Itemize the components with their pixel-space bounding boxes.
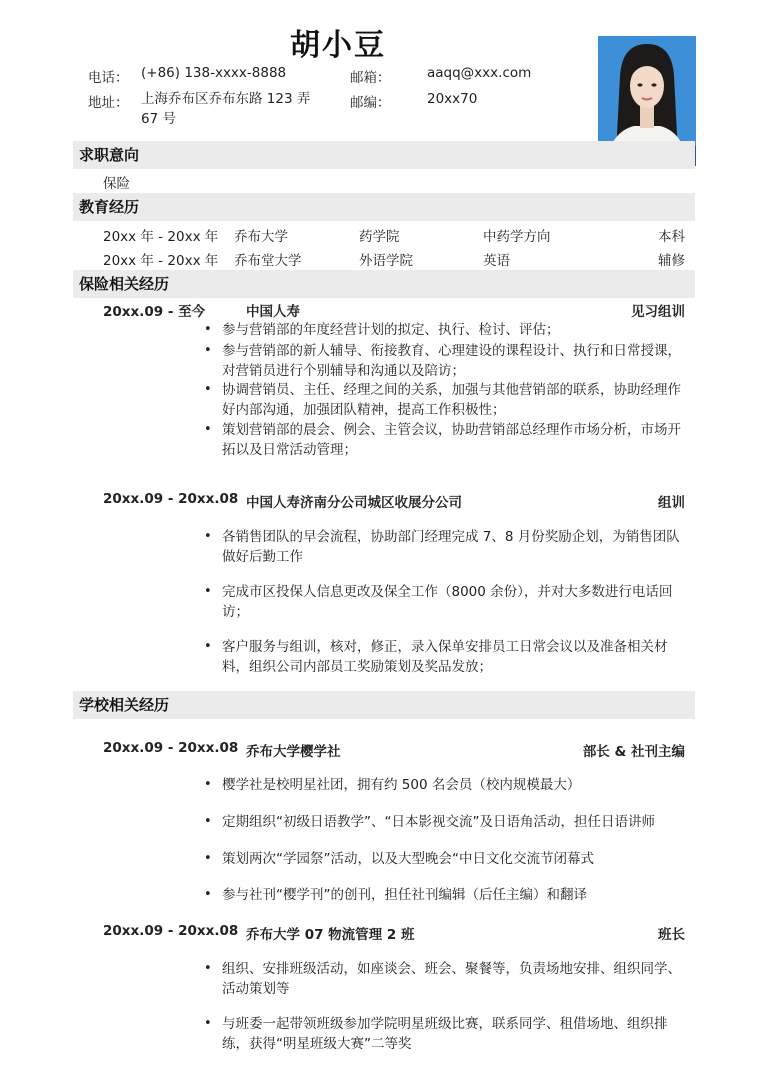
job-header: [103, 740, 685, 760]
email-label: 邮箱：: [350, 70, 391, 86]
job-organization: 中国人寿济南分公司城区收展分公司: [246, 495, 462, 511]
bullet-icon: •: [204, 529, 212, 544]
job-role: 组训: [658, 495, 685, 511]
address-value: 上海乔布区乔布东路 123 弄 67 号: [141, 91, 311, 127]
email-value: aaqq@xxx.com: [427, 65, 532, 81]
bullet-icon: •: [204, 814, 212, 829]
job-header: [103, 923, 685, 943]
job-organization: 乔布大学樱学社: [246, 744, 341, 760]
job-role: 见习组训: [631, 304, 685, 320]
phone-label: 电话：: [88, 70, 129, 86]
education-school: 乔布大学: [234, 229, 288, 245]
education-college: 药学院: [359, 229, 400, 245]
education-major: 英语: [483, 253, 510, 269]
education-row: [103, 249, 685, 269]
list-item: • 参与营销部的新人辅导、衔接教育、心理建设的课程设计、执行和日常授课，对营销员进行个别辅导和沟通以及陪访；: [204, 343, 681, 379]
objective-value: 保险: [103, 176, 130, 192]
job-period: 20xx.09 - 20xx.08: [103, 923, 239, 939]
education-row: [103, 225, 685, 245]
postcode-label: 邮编：: [350, 95, 391, 111]
job-period: 20xx.09 - 20xx.08: [103, 491, 239, 507]
job-period: 20xx.09 - 20xx.08: [103, 740, 239, 756]
list-item: • 参与社刊“樱学刊”的创刊，担任社刊编辑（后任主编）和翻译: [204, 887, 587, 903]
education-degree: 本科: [658, 229, 685, 245]
list-item: • 参与营销部的年度经营计划的拟定、执行、检讨、评估；: [204, 322, 560, 338]
bullet-icon: •: [204, 382, 212, 397]
bullet-icon: •: [204, 343, 212, 358]
list-item: • 完成市区投保人信息更改及保全工作（8000 余份），并对大多数进行电话回访；: [204, 584, 673, 620]
bullet-icon: •: [204, 584, 212, 599]
bullet-icon: •: [204, 851, 212, 866]
job-header: [103, 300, 685, 320]
section-school-header: 学校相关经历: [73, 691, 695, 719]
job-organization: 乔布大学 07 物流管理 2 班: [246, 927, 415, 943]
candidate-name: 胡小豆: [290, 28, 386, 63]
job-role: 部长 & 社刊主编: [582, 744, 685, 760]
bullet-icon: •: [204, 961, 212, 976]
education-degree: 辅修: [658, 253, 685, 269]
postcode-value: 20xx70: [427, 91, 478, 107]
list-item: • 樱学社是校明星社团，拥有约 500 名会员（校内规模最大）: [204, 777, 581, 793]
phone-value: (+86) 138-xxxx-8888: [141, 65, 287, 81]
list-item: • 策划两次“学园祭”活动，以及大型晚会“中日文化交流节闭幕式: [204, 851, 594, 867]
bullet-icon: •: [204, 1016, 212, 1031]
job-organization: 中国人寿: [246, 304, 300, 320]
list-item: • 客户服务与组训，核对，修正，录入保单安排员工日常会议以及准备相关材料，组织公司内部员工奖励策划及奖品发放；: [204, 639, 668, 675]
list-item: • 定期组织“初级日语教学”、“日本影视交流”及日语角活动，担任日语讲师: [204, 814, 655, 830]
section-education-header: 教育经历: [73, 193, 695, 221]
job-role: 班长: [658, 927, 685, 943]
section-objective-header: 求职意向: [73, 141, 695, 169]
education-major: 中药学方向: [483, 229, 551, 245]
education-school: 乔布堂大学: [234, 253, 302, 269]
address-label: 地址：: [88, 95, 129, 111]
list-item: • 组织、安排班级活动，如座谈会、班会、聚餐等，负责场地安排、组织同学、活动策划等: [204, 961, 681, 997]
bullet-icon: •: [204, 422, 212, 437]
education-period: 20xx 年 - 20xx 年: [103, 229, 219, 245]
list-item: • 策划营销部的晨会、例会、主管会议，协助营销部总经理作市场分析，市场开拓以及日常活动管理；: [204, 422, 681, 458]
bullet-icon: •: [204, 777, 212, 792]
list-item: • 与班委一起带领班级参加学院明星班级比赛，联系同学、租借场地、组织排练，获得“明星班级大赛”二等奖: [204, 1016, 668, 1052]
list-item: • 协调营销员、主任、经理之间的关系，加强与其他营销部的联系，协助经理作好内部沟通，加强团队精神，提高工作积极性；: [204, 382, 681, 418]
bullet-icon: •: [204, 887, 212, 902]
section-insurance-header: 保险相关经历: [73, 270, 695, 298]
list-item: • 各销售团队的早会流程，协助部门经理完成 7、8 月份奖励企划，为销售团队做好后勤工作: [204, 529, 680, 565]
bullet-icon: •: [204, 639, 212, 654]
job-header: [103, 491, 685, 511]
bullet-icon: •: [204, 322, 212, 337]
job-period: 20xx.09 - 至今: [103, 304, 206, 320]
education-college: 外语学院: [359, 253, 413, 269]
education-period: 20xx 年 - 20xx 年: [103, 253, 219, 269]
